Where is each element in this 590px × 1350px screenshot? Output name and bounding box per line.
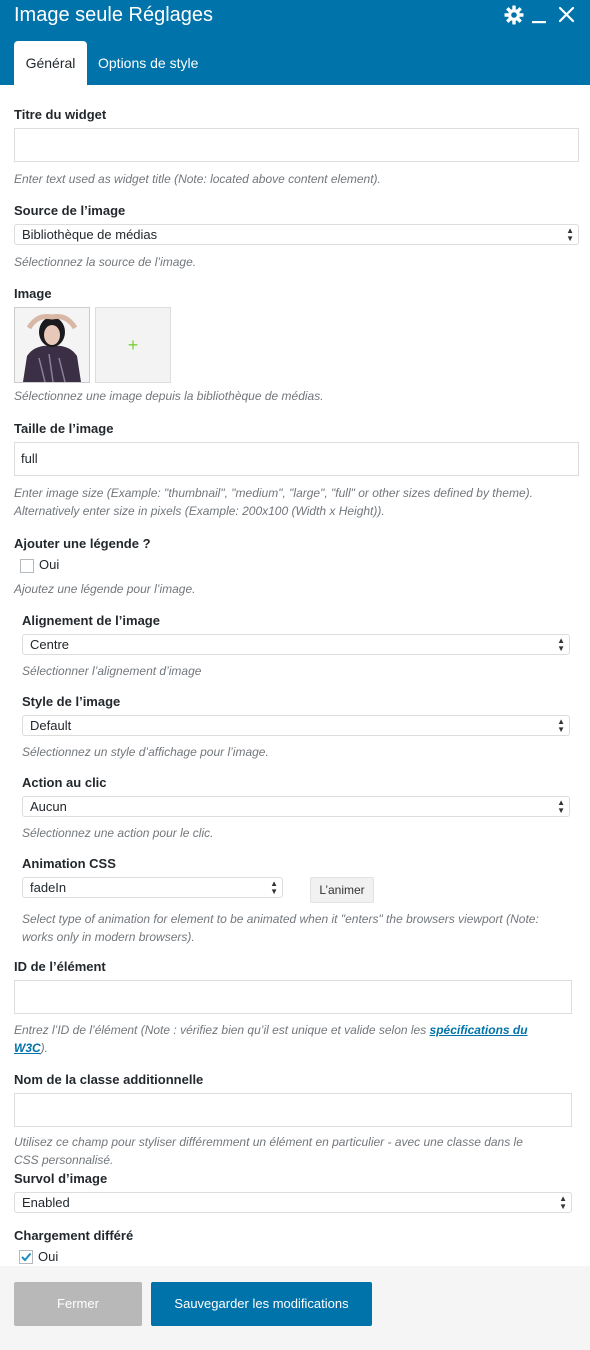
lazy-load-option-label: Oui — [38, 1249, 59, 1264]
select-arrows-icon: ▲ ▼ — [557, 797, 565, 815]
widget-title-desc: Enter text used as widget title (Note: located above content element). — [14, 172, 381, 186]
image-style-desc: Sélectionnez un style d’affichage pour l’image. — [22, 745, 269, 759]
select-arrows-icon: ▲ ▼ — [557, 635, 565, 653]
w3c-spec-link-cont[interactable]: W3C — [14, 1041, 41, 1055]
click-action-value: Aucun — [30, 799, 67, 814]
element-id-desc-line2: W3C). — [14, 1041, 49, 1055]
lazy-load-label: Chargement différé — [14, 1228, 134, 1243]
minimize-icon[interactable] — [531, 5, 547, 25]
hover-select[interactable] — [14, 1192, 572, 1213]
image-size-desc-line1: Enter image size (Example: "thumbnail", "medium", "large", "full" or other sizes defined by theme). — [14, 486, 533, 500]
caption-desc: Ajoutez une légende pour l’image. — [14, 582, 196, 596]
close-button[interactable]: Fermer — [14, 1282, 142, 1326]
image-style-select[interactable] — [22, 715, 570, 736]
element-id-desc: Entrez l’ID de l’élément (Note : vérifiez bien qu’il est unique et valide selon les spécifications du — [14, 1023, 528, 1037]
image-size-desc-line2: Alternatively enter size in pixels (Example: 200x100 (Width x Height)). — [14, 504, 385, 518]
widget-title-label: Titre du widget — [14, 107, 107, 122]
click-action-label: Action au clic — [22, 775, 107, 790]
image-style-label: Style de l’image — [22, 694, 121, 709]
image-source-desc: Sélectionnez la source de l’image. — [14, 255, 197, 269]
element-id-label: ID de l’élément — [14, 959, 106, 974]
extra-class-desc-line1: Utilisez ce champ pour styliser différemment un élément en particulier - avec une classe dans le — [14, 1135, 523, 1149]
image-style-value: Default — [30, 718, 72, 733]
dialog-title: Image seule Réglages — [14, 4, 214, 26]
dialog-header — [0, 0, 590, 85]
hover-value: Enabled — [22, 1195, 70, 1210]
image-size-label: Taille de l’image — [14, 421, 114, 436]
alignment-desc: Sélectionner l’alignement d’image — [22, 664, 202, 678]
close-icon[interactable] — [558, 6, 575, 23]
alignment-value: Centre — [30, 637, 70, 652]
select-arrows-icon: ▲ ▼ — [270, 878, 278, 896]
click-action-desc: Sélectionnez une action pour le clic. — [22, 826, 214, 840]
alignment-label: Alignement de l’image — [22, 613, 160, 628]
checkmark-icon — [20, 1251, 32, 1263]
extra-class-desc-line2: CSS personnalisé. — [14, 1153, 114, 1167]
hover-label: Survol d’image — [14, 1171, 108, 1186]
image-thumbnail[interactable] — [14, 307, 90, 383]
image-source-value: Bibliothèque de médias — [22, 227, 158, 242]
tab-general[interactable]: Général — [14, 41, 87, 85]
caption-label: Ajouter une légende ? — [14, 536, 151, 551]
select-arrows-icon: ▲ ▼ — [559, 1193, 567, 1211]
caption-option-label: Oui — [39, 557, 60, 572]
animate-button[interactable]: L’animer — [310, 877, 374, 903]
extra-class-label: Nom de la classe additionnelle — [14, 1072, 204, 1087]
element-id-input[interactable] — [14, 980, 572, 1014]
gear-icon[interactable] — [504, 5, 524, 25]
tab-style-options[interactable]: Options de style — [98, 55, 199, 71]
image-label: Image — [14, 286, 52, 301]
add-image-button[interactable] — [95, 307, 171, 383]
image-source-label: Source de l’image — [14, 203, 126, 218]
select-arrows-icon: ▲ ▼ — [566, 225, 574, 243]
animation-desc-line2: works only in modern browsers). — [22, 930, 195, 944]
save-button[interactable]: Sauvegarder les modifications — [151, 1282, 372, 1326]
animation-value: fadeIn — [30, 880, 67, 895]
plus-icon: + — [127, 335, 139, 355]
lazy-load-checkbox[interactable] — [19, 1250, 33, 1264]
widget-title-input[interactable] — [14, 128, 579, 162]
image-source-select[interactable] — [14, 224, 579, 245]
click-action-select[interactable] — [22, 796, 570, 817]
extra-class-input[interactable] — [14, 1093, 572, 1127]
alignment-select[interactable] — [22, 634, 570, 655]
caption-checkbox[interactable] — [20, 559, 34, 573]
animation-desc-line1: Select type of animation for element to be animated when it "enters" the browsers viewport (Note: — [22, 912, 539, 926]
image-desc: Sélectionnez une image depuis la bibliothèque de médias. — [14, 389, 324, 403]
select-arrows-icon: ▲ ▼ — [557, 716, 565, 734]
animation-label: Animation CSS — [22, 856, 116, 871]
image-size-input[interactable]: full — [14, 442, 579, 476]
animation-select[interactable] — [22, 877, 283, 898]
w3c-spec-link[interactable]: spécifications du — [429, 1023, 528, 1037]
